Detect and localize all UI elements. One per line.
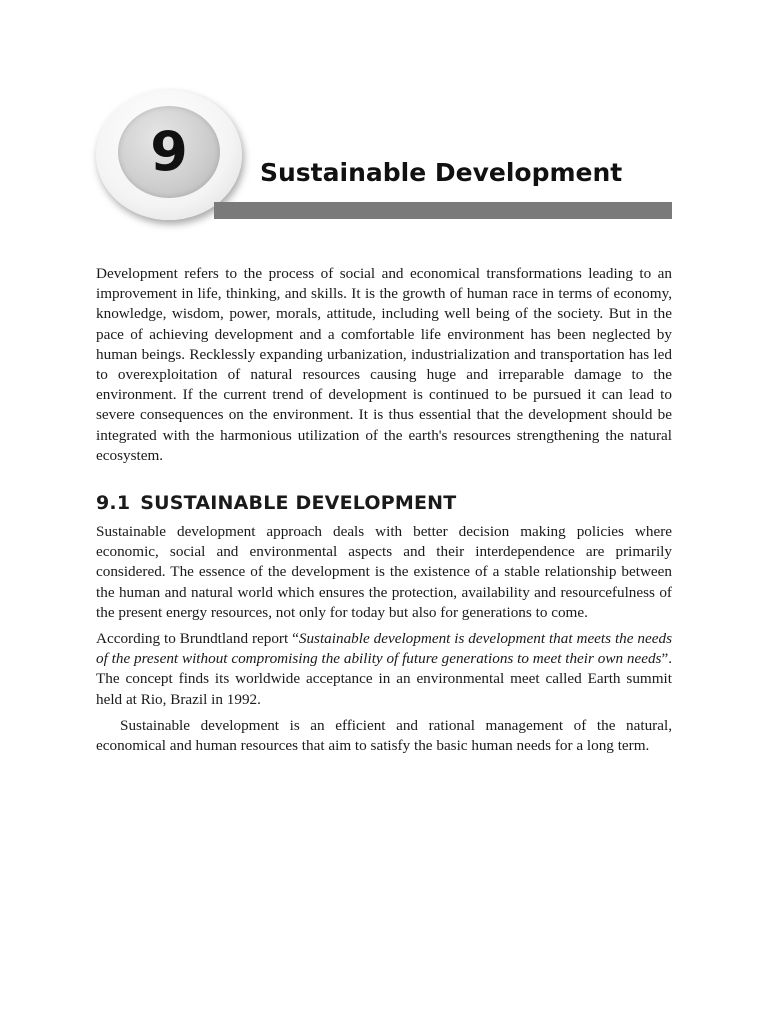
chapter-number-badge (96, 90, 242, 220)
chapter-title-rule (214, 202, 672, 219)
section-paragraph-2 (96, 629, 672, 710)
section-paragraph-3: Sustainable development is an efficient and rational management of the natural, economical and human resources that aim to satisfy the basic human needs for a long term. (96, 716, 672, 755)
brundtland-quote: Sustainable development is development that meets the needs of the present without compromising the ability of future generations to meet their own needs (96, 630, 672, 668)
intro-paragraph: Development refers to the process of social and economical transformations leading to an improvement in life, thinking, and skills. It is the growth of human race in terms of economy, knowledge, wisdom, power, morals, attitude, including well being of the society. But in the pace of achieving development and a comfortable life environment has been neglected by human beings. Recklessly expanding urbanization, industrialization and transportation has led to overexploitation of natural resources causing huge and irreparable damage to the environment. If the current trend of development is continued to be pursued it can lead to severe consequences on the environment. It is thus essential that the development should be integrated with the harmonious utilization of the earth's resources strengthening the natural ecosystem. (96, 265, 672, 464)
chapter-body (96, 264, 672, 762)
chapter-number: 9 (150, 120, 188, 183)
paragraph-2-lead: According to Brundtland report “ (96, 630, 299, 648)
section-number: 9.1 (96, 492, 131, 515)
section-paragraph-1: Sustainable development approach deals with better decision making policies where economic, social and environmental aspects and their interdependence are primarily considered. The essence of the development is the existence of a stable relationship between the human and natural world which ensures the protection, availability and resourcefulness of the present energy resources, not only for today but also for generations to come. (96, 523, 672, 621)
section-heading (96, 492, 672, 514)
paragraph-2-rest: ”. The concept finds its worldwide acceptance in an environmental meet called Earth summit held at Rio, Brazil in 1992. (96, 650, 672, 708)
section-title: SUSTAINABLE DEVELOPMENT (140, 492, 457, 515)
chapter-header (0, 0, 768, 260)
chapter-number-disc (118, 106, 220, 198)
chapter-title: Sustainable Development (260, 158, 623, 187)
